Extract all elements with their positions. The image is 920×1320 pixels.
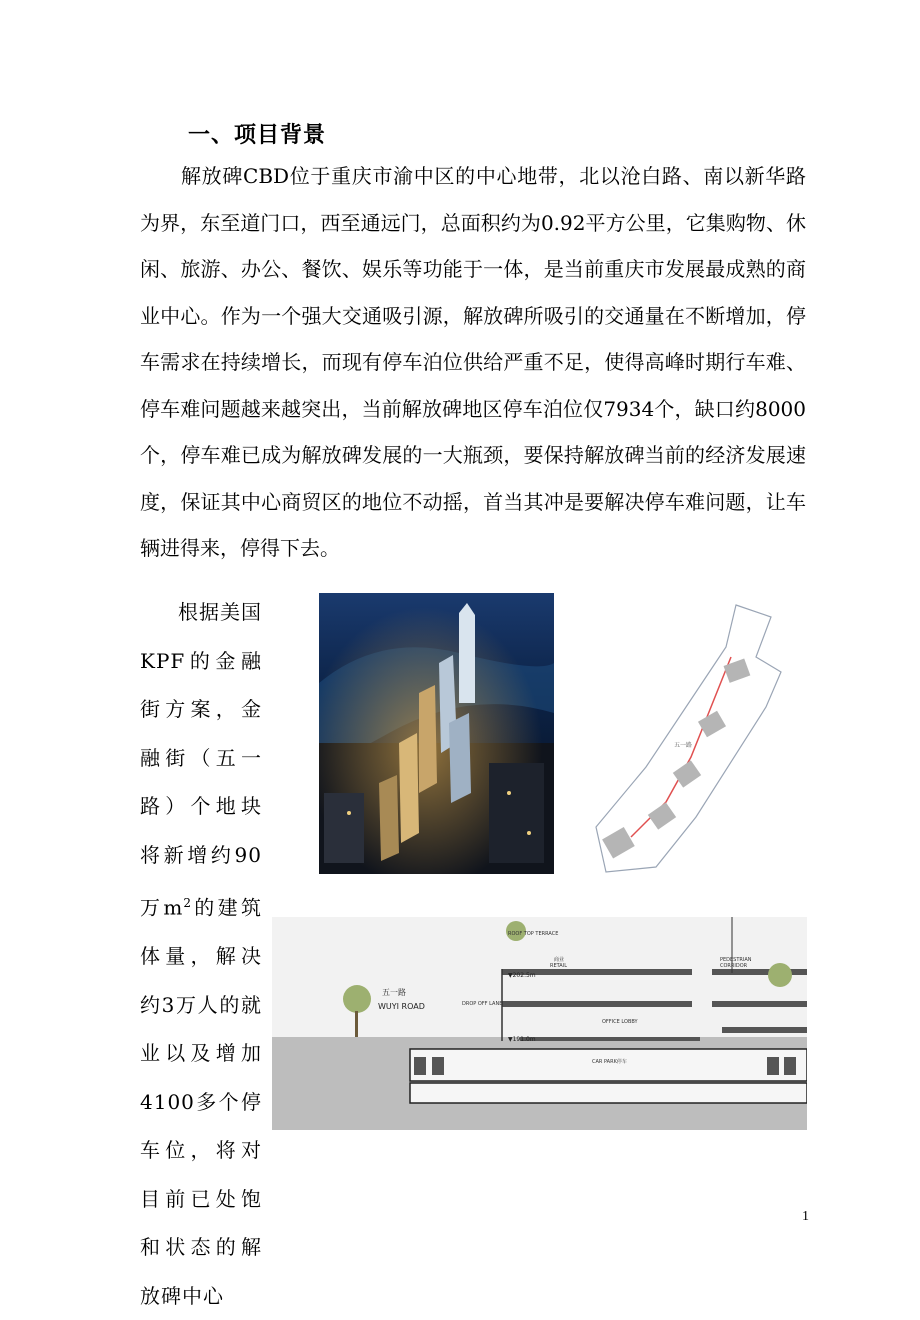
- section-carpark: CAR PARK停车: [592, 1059, 627, 1065]
- section-pedestrian: PEDESTRIAN: [720, 957, 752, 963]
- site-plan-image: [586, 597, 786, 877]
- section-heading: 一、项目背景: [188, 123, 327, 148]
- page-number: 1: [802, 1209, 809, 1224]
- section-road-en: WUYI ROAD: [378, 1002, 425, 1011]
- section-terrace: ROOF TOP TERRACE: [508, 931, 559, 937]
- superscript: 2: [183, 896, 192, 910]
- section-road-cn: 五一路: [382, 988, 406, 997]
- section-drawing-image: [272, 917, 807, 1130]
- section-dropoff: DROP OFF LANE: [462, 1001, 503, 1007]
- section-level-upper: ▼202.5m: [508, 972, 536, 979]
- aerial-rendering-image: [319, 593, 554, 874]
- section-retail-en: RETAIL: [550, 963, 567, 969]
- side-text-part2: 的建筑体量，解决约3万人的就业以及增加4100多个停车位，将对目前已处饱和状态的解放碑中心: [140, 895, 262, 1308]
- section-corridor: CORRIDOR: [720, 963, 748, 969]
- side-text-part1: 根据美国KPF的金融街方案，金融街（五一路）个地块将新增约90万m: [140, 600, 262, 920]
- section-lobby: OFFICE LOBBY: [602, 1019, 638, 1025]
- site-plan-label: 五一路: [674, 742, 693, 749]
- section-level-lower: ▼191.0m: [508, 1036, 536, 1043]
- section-retail-cn: 商业: [554, 957, 565, 963]
- side-paragraph: [140, 588, 262, 1320]
- body-paragraph: 解放碑CBD位于重庆市渝中区的中心地带，北以沧白路、南以新华路为界，东至道门口，西至通远门，总面积约为0.92平方公里，它集购物、休闲、旅游、办公、餐饮、娱乐等功能于一体，是当前重庆市发展最成熟的商业中心。作为一个强大交通吸引源，解放碑所吸引的交通量在不断增加，停车需求在持续增长，而现有停车泊位供给严重不足，使得高峰时期行车难、停车难问题越来越突出，当前解放碑地区停车泊位仅7934个，缺口约8000个，停车难已成为解放碑发展的一大瓶颈，要保持解放碑当前的经济发展速度，保证其中心商贸区的地位不动摇，首当其冲是要解决停车难问题，让车辆进得来，停得下去。: [140, 164, 806, 560]
